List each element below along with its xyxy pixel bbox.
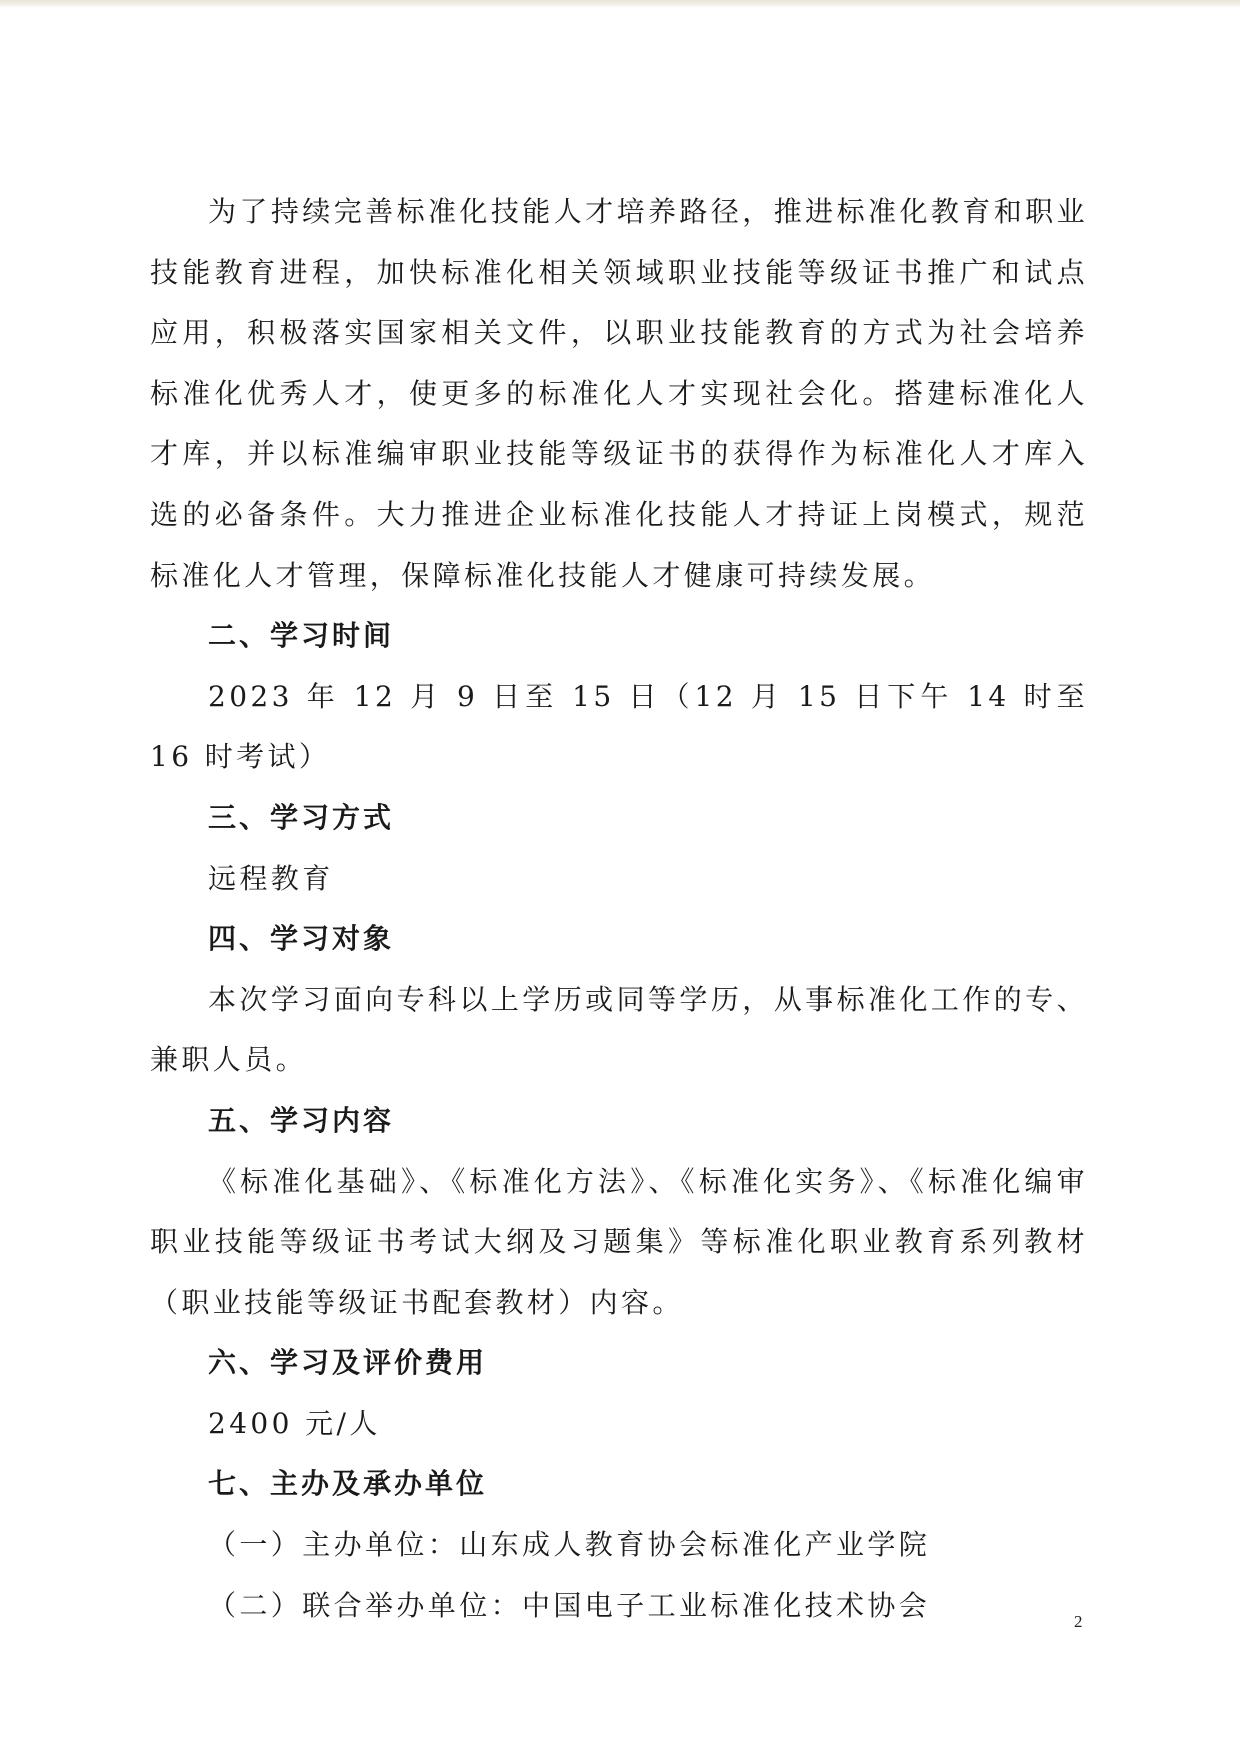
- section-heading-study-content: 五、学习内容: [208, 1103, 395, 1137]
- section-heading-study-time: 二、学习时间: [208, 619, 395, 653]
- section-heading-organizers: 七、主办及承办单位: [208, 1467, 488, 1501]
- section-heading-fees: 六、学习及评价费用: [208, 1346, 488, 1380]
- study-method-text: 远程教育: [208, 861, 334, 895]
- scan-edge: [0, 0, 1240, 8]
- section-heading-study-method: 三、学习方式: [208, 800, 395, 834]
- study-content-text: 《标准化基础》、《标准化方法》、《标准化实务》、《标准化编审职业技能等级证书考试大纲及习题集》等标准化职业教育系列教材（职业技能等级证书配套教材）内容。: [150, 1164, 1088, 1319]
- fees-text: 2400 元/人: [208, 1406, 381, 1440]
- co-host-organizer-text: （二）联合举办单位：中国电子工业标准化技术协会: [208, 1588, 931, 1622]
- section-heading-study-audience: 四、学习对象: [208, 922, 395, 956]
- study-audience-text: 本次学习面向专科以上学历或同等学历，从事标准化工作的专、兼职人员。: [150, 982, 1088, 1077]
- host-organizer-text: （一）主办单位：山东成人教育协会标准化产业学院: [208, 1528, 931, 1562]
- page-number: 2: [1074, 1612, 1083, 1631]
- intro-paragraph: 为了持续完善标准化技能人才培养路径，推进标准化教育和职业技能教育进程，加快标准化相关领域职业技能等级证书推广和试点应用，积极落实国家相关文件，以职业技能教育的方式为社会培养标准化优秀人才，使更多的标准化人才实现社会化。搭建标准化人才库，并以标准编审职业技能等级证书的获得作为标准化人才库入选的必备条件。大力推进企业标准化技能人才持证上岗模式，规范标准化人才管理，保障标准化技能人才健康可持续发展。: [150, 195, 1088, 592]
- study-time-text: 2023 年 12 月 9 日至 15 日（12 月 15 日下午 14 时至 16 时考试）: [150, 679, 1088, 774]
- document-body: [150, 182, 1088, 1636]
